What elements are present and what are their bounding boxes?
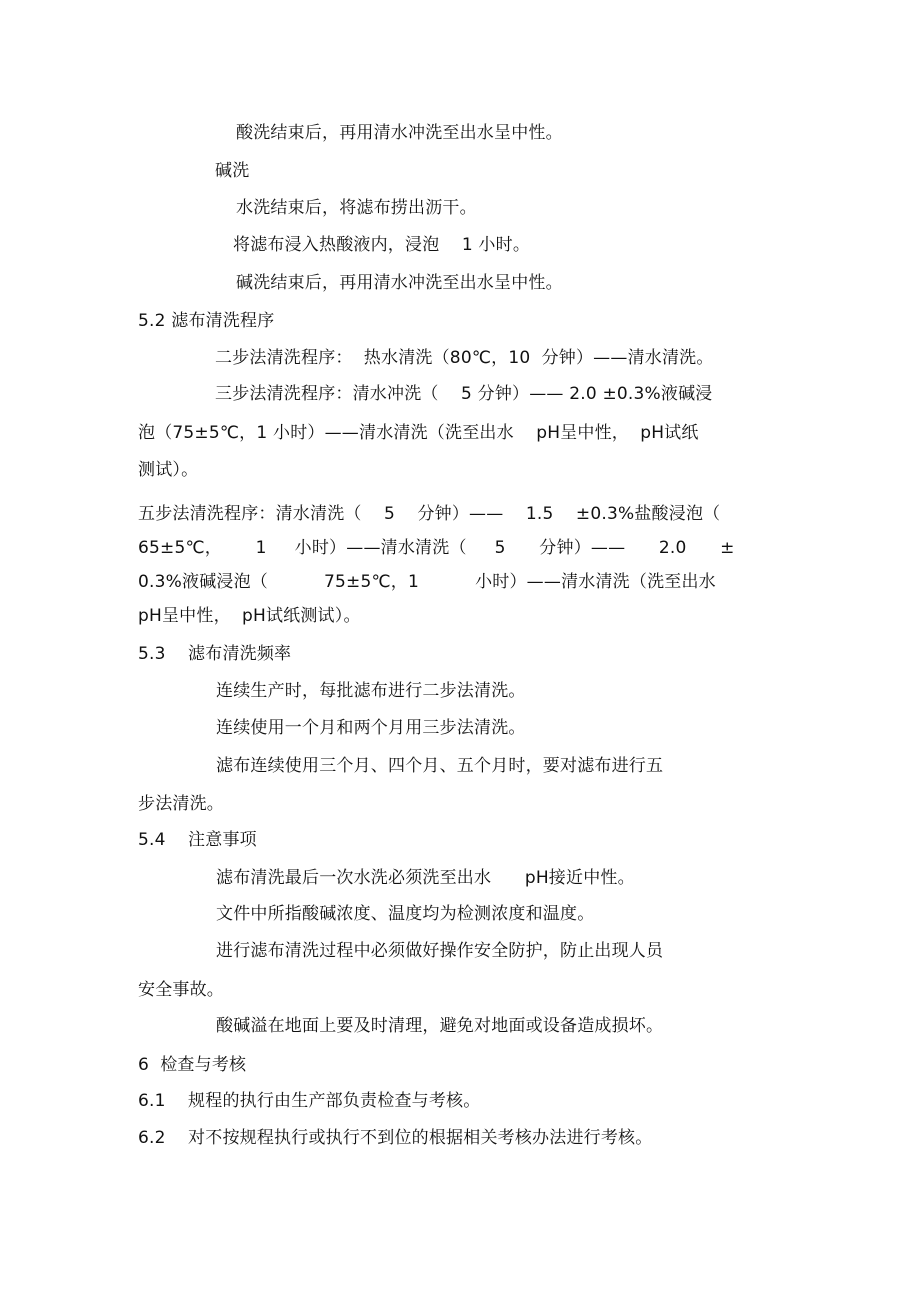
section-heading-5-4: 5.4 注意事项 xyxy=(138,830,257,850)
paragraph-line: 滤布清洗最后一次水洗必须洗至出水 pH接近中性。 xyxy=(216,868,635,888)
paragraph-line: 滤布连续使用三个月、四个月、五个月时，要对滤布进行五 xyxy=(216,756,664,776)
paragraph-line: 二步法清洗程序： 热水清洗（80℃，10 分钟）——清水清洗。 xyxy=(215,348,714,368)
section-heading-5-3: 5.3 滤布清洗频率 xyxy=(138,644,292,664)
paragraph-line: 五步法清洗程序：清水清洗（ 5 分钟）—— 1.5 ±0.3%盐酸浸泡（ xyxy=(138,504,721,524)
paragraph-line: 泡（75±5℃，1 小时）——清水清洗（洗至出水 pH呈中性， pH试纸 xyxy=(138,423,699,443)
paragraph-line: 碱洗结束后，再用清水冲洗至出水呈中性。 xyxy=(236,273,563,293)
paragraph-line: 连续使用一个月和两个月用三步法清洗。 xyxy=(216,718,526,738)
paragraph-line: 酸碱溢在地面上要及时清理，避免对地面或设备造成损坏。 xyxy=(216,1016,664,1036)
paragraph-line: 文件中所指酸碱浓度、温度均为检测浓度和温度。 xyxy=(216,904,595,924)
paragraph-line: 水洗结束后，将滤布捞出沥干。 xyxy=(236,198,477,218)
section-heading-6: 6 检查与考核 xyxy=(138,1055,247,1075)
paragraph-line: 安全事故。 xyxy=(138,980,224,1000)
paragraph-line: 酸洗结束后，再用清水冲洗至出水呈中性。 xyxy=(236,123,563,143)
paragraph-line: 65±5℃， 1 小时）——清水清洗（ 5 分钟）—— 2.0 ± xyxy=(138,538,735,558)
section-heading-6-1: 6.1 规程的执行由生产部负责检查与考核。 xyxy=(138,1091,481,1111)
paragraph-line: 进行滤布清洗过程中必须做好操作安全防护，防止出现人员 xyxy=(216,941,664,961)
paragraph-line: 测试）。 xyxy=(138,460,199,480)
subheading-alkali-wash: 碱洗 xyxy=(215,161,250,181)
paragraph-line: 将滤布浸入热酸液内，浸泡 1 小时。 xyxy=(233,235,531,255)
paragraph-line: 三步法清洗程序：清水冲洗（ 5 分钟）—— 2.0 ±0.3%液碱浸 xyxy=(215,384,713,404)
paragraph-line: 0.3%液碱浸泡（ 75±5℃，1 小时）——清水清洗（洗至出水 xyxy=(138,572,716,592)
paragraph-line: 连续生产时，每批滤布进行二步法清洗。 xyxy=(216,681,526,701)
section-heading-6-2: 6.2 对不按规程执行或执行不到位的根据相关考核办法进行考核。 xyxy=(138,1128,653,1148)
paragraph-line: 步法清洗。 xyxy=(138,794,224,814)
section-heading-5-2: 5.2 滤布清洗程序 xyxy=(138,311,275,331)
paragraph-line: pH呈中性， pH试纸测试）。 xyxy=(138,606,361,626)
